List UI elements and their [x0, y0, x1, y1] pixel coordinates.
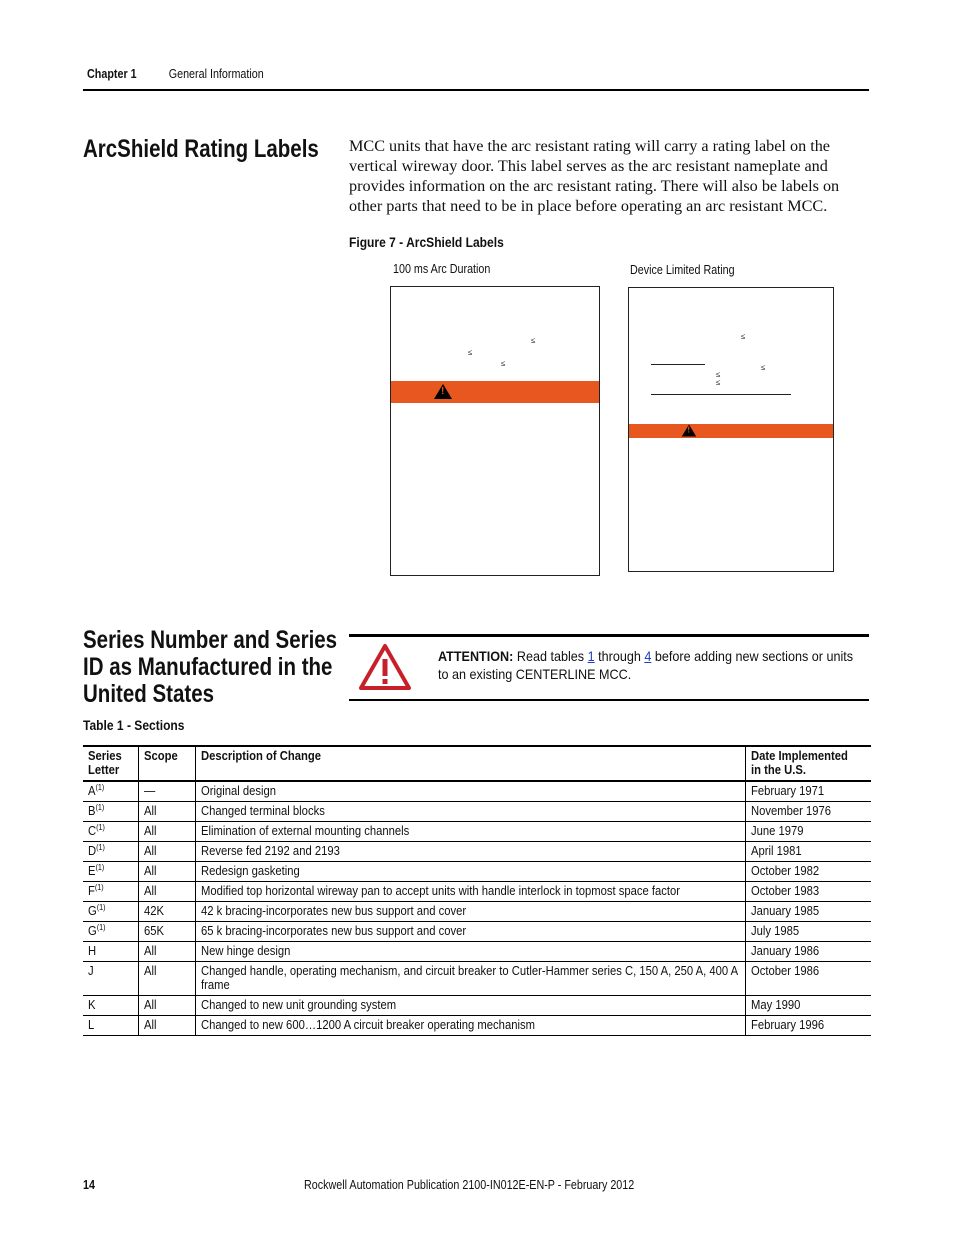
cell-description: Changed to new unit grounding system [195, 996, 745, 1016]
cell-series-letter: $D^{(1)}$ [83, 842, 139, 862]
footnote-ref: (1) [96, 922, 106, 932]
attention-rule-bottom [349, 699, 869, 701]
chapter-label: Chapter 1 [87, 67, 137, 81]
cell-description: Original design [195, 781, 745, 802]
cell-scope: All [139, 802, 196, 822]
cell-scope: All [139, 942, 196, 962]
cell-date: October 1986 [745, 962, 871, 996]
cell-date: January 1986 [745, 942, 871, 962]
header-rule [83, 89, 869, 91]
sections-table [83, 745, 871, 1036]
col-header-date: Date Implemented in the U.S. [745, 746, 871, 781]
cell-scope: All [139, 862, 196, 882]
cell-date: October 1982 [745, 862, 871, 882]
table-row [83, 1016, 871, 1036]
section-heading-series [83, 627, 337, 708]
le-symbol: ≤ [716, 370, 721, 379]
col-header-description: Description of Change [195, 746, 745, 781]
table-caption: Table 1 - Sections [83, 717, 185, 733]
heading-line: Series Number and Series [83, 626, 338, 654]
cell-scope: 42K [139, 902, 196, 922]
cell-series-letter: $B^{(1)}$ [83, 802, 139, 822]
cell-scope: All [139, 882, 196, 902]
le-symbol: ≤ [741, 332, 746, 341]
footnote-ref: (1) [96, 902, 106, 912]
attention-prefix: ATTENTION: [438, 648, 514, 664]
cell-date: April 1981 [745, 842, 871, 862]
attention-rule-top [349, 634, 869, 637]
cell-description: Modified top horizontal wireway pan to accept units with handle interlock in topmost space factor [195, 882, 745, 902]
cell-series-letter: H [83, 942, 139, 962]
cell-description: Changed handle, operating mechanism, and circuit breaker to Cutler-Hammer series C, 150 A, 250 A, 400 A frame [195, 962, 745, 996]
chapter-title: General Information [168, 67, 264, 81]
section-paragraph: MCC units that have the arc resistant rating will carry a rating label on the vertical wireway door. This label serves as the arc resistant nameplate and provides information on the arc resistant rating. There will also be labels on other parts that need to be in place before operating an arc resistant MCC. [349, 137, 840, 215]
label-underline [651, 394, 791, 395]
cell-scope: All [139, 1016, 196, 1036]
le-symbol: ≤ [501, 359, 506, 368]
table-row [83, 962, 871, 996]
footnote-ref: (1) [96, 822, 105, 832]
cell-scope: All [139, 822, 196, 842]
figure-caption: Figure 7 - ArcShield Labels [349, 234, 504, 250]
page-number: 14 [83, 1178, 95, 1192]
warning-triangle-icon [434, 384, 452, 399]
warning-banner [629, 424, 833, 438]
cell-description: Reverse fed 2192 and 2193 [195, 842, 745, 862]
footnote-ref: (1) [96, 842, 105, 852]
label-caption-device-limited: Device Limited Rating [630, 263, 735, 277]
cell-description: Redesign gasketing [195, 862, 745, 882]
cell-date: May 1990 [745, 996, 871, 1016]
table-header-row [83, 746, 871, 781]
cell-series-letter: $F^{(1)}$ [83, 882, 139, 902]
cell-date: June 1979 [745, 822, 871, 842]
cell-scope: All [139, 996, 196, 1016]
cell-date: July 1985 [745, 922, 871, 942]
col-header-scope: Scope [139, 746, 196, 781]
cell-date: October 1983 [745, 882, 871, 902]
attention-warning-icon [358, 643, 412, 691]
footnote-ref: (1) [95, 802, 105, 812]
cell-description: Elimination of external mounting channels [195, 822, 745, 842]
table-row [83, 902, 871, 922]
device-limited-label-image [628, 287, 834, 572]
table-row [83, 822, 871, 842]
cell-scope: 65K [139, 922, 196, 942]
table-row [83, 996, 871, 1016]
table-row [83, 922, 871, 942]
table-row [83, 802, 871, 822]
col-header-series-letter: Series Letter [83, 746, 139, 781]
le-symbol: ≤ [761, 363, 766, 372]
label-underline [651, 364, 705, 365]
cell-date: February 1996 [745, 1016, 871, 1036]
cell-description: Changed to new 600…1200 A circuit breaker operating mechanism [195, 1016, 745, 1036]
attention-text: through [594, 648, 645, 664]
arc-duration-label-image [390, 286, 600, 576]
cell-series-letter: J [83, 962, 139, 996]
cell-series-letter: $G^{(1)}$ [83, 902, 139, 922]
table-row [83, 862, 871, 882]
cell-scope: All [139, 842, 196, 862]
table-body [83, 781, 871, 1036]
cell-scope: — [139, 781, 196, 802]
cell-series-letter: $G^{(1)}$ [83, 922, 139, 942]
table-row [83, 882, 871, 902]
le-symbol: ≤ [716, 378, 721, 387]
le-symbol: ≤ [531, 336, 536, 345]
table-row [83, 781, 871, 802]
footnote-ref: (1) [94, 882, 104, 892]
cell-date: November 1976 [745, 802, 871, 822]
warning-banner [391, 381, 599, 403]
table-1-link[interactable]: 1 [587, 648, 595, 664]
attention-text: before adding new sections or units to an existing CENTERLINE MCC. [438, 648, 854, 682]
table-row [83, 842, 871, 862]
cell-series-letter: K [83, 996, 139, 1016]
attention-message [438, 647, 861, 683]
cell-description: 65 k bracing-incorporates new bus support and cover [195, 922, 745, 942]
table-row [83, 942, 871, 962]
cell-description: New hinge design [195, 942, 745, 962]
warning-triangle-icon [682, 425, 696, 437]
le-symbol: ≤ [468, 348, 473, 357]
attention-text: Read tables [513, 648, 588, 664]
label-caption-arc-duration: 100 ms Arc Duration [393, 262, 491, 276]
cell-series-letter: L [83, 1016, 139, 1036]
footnote-ref: (1) [95, 862, 105, 872]
publication-info: Rockwell Automation Publication 2100-IN012E-EN-P - February 2012 [304, 1178, 635, 1192]
cell-date: January 1985 [745, 902, 871, 922]
cell-description: 42 k bracing-incorporates new bus support and cover [195, 902, 745, 922]
cell-description: Changed terminal blocks [195, 802, 745, 822]
heading-line: ID as Manufactured in the [83, 653, 333, 681]
footnote-ref: (1) [95, 782, 105, 792]
cell-series-letter: $E^{(1)}$ [83, 862, 139, 882]
table-4-link[interactable]: 4 [644, 648, 652, 664]
cell-scope: All [139, 962, 196, 996]
cell-date: February 1971 [745, 781, 871, 802]
cell-series-letter: $C^{(1)}$ [83, 822, 139, 842]
section-heading-arcshield: ArcShield Rating Labels [83, 135, 319, 163]
cell-series-letter: $A^{(1)}$ [83, 781, 139, 802]
heading-line: United States [83, 680, 215, 708]
